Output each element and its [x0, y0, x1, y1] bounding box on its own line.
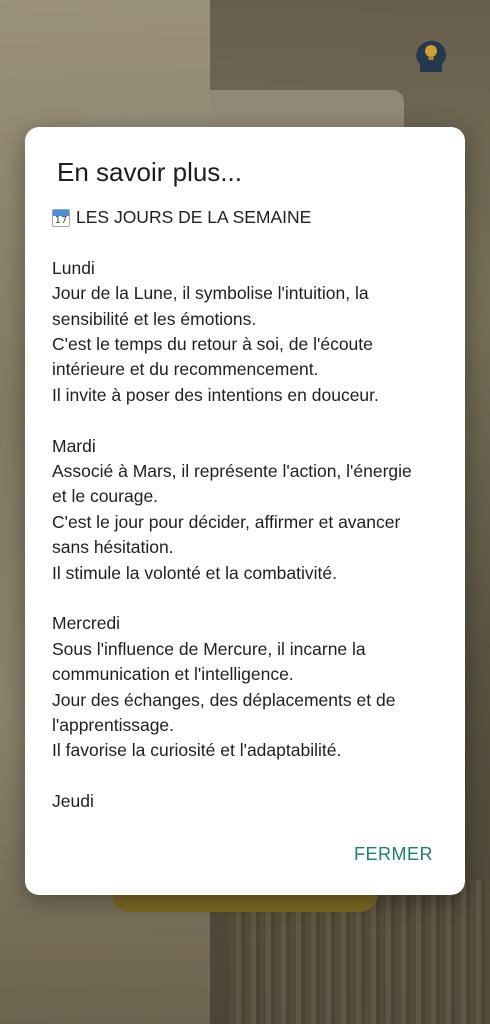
day-name: Mardi	[52, 435, 96, 456]
close-button[interactable]: FERMER	[354, 844, 433, 864]
day-entry-mardi	[52, 434, 442, 586]
day-text-line: Jour des échanges, des déplacements et de	[52, 689, 396, 710]
dialog-scroll-content[interactable]	[52, 205, 442, 825]
day-text-line: sans hésitation.	[52, 537, 174, 558]
day-text-line: C'est le jour pour décider, affirmer et avancer	[52, 511, 401, 532]
day-entry-lundi	[52, 256, 442, 408]
day-entry-mercredi	[52, 611, 442, 763]
dialog-title: En savoir plus...	[57, 157, 242, 187]
day-text-line: sensibilité et les émotions.	[52, 308, 257, 329]
day-text-line: Jour de la Lune, il symbolise l'intuition, la	[52, 283, 369, 304]
day-text-line: et le courage.	[52, 486, 159, 507]
day-name: Lundi	[52, 257, 95, 278]
day-text-line: Il invite à poser des intentions en douceur.	[52, 384, 379, 405]
calendar-icon: 17	[52, 209, 70, 227]
section-heading	[52, 205, 442, 230]
day-name: Mercredi	[52, 613, 121, 634]
day-text-line: Il stimule la volonté et la combativité.	[52, 562, 337, 583]
day-name: Jeudi	[52, 791, 94, 812]
info-dialog	[25, 127, 465, 895]
day-text-line: communication et l'intelligence.	[52, 664, 294, 685]
day-text-line: l'apprentissage.	[52, 715, 175, 736]
day-text-line: C'est le temps du retour à soi, de l'écoute	[52, 334, 373, 355]
day-text-line: Il favorise la curiosité et l'adaptabilité.	[52, 740, 342, 761]
day-entry-jeudi	[52, 789, 442, 814]
day-text-line: Sous l'influence de Mercure, il incarne la	[52, 638, 366, 659]
day-text-line: intérieure et du recommencement.	[52, 359, 319, 380]
day-text-line: Associé à Mars, il représente l'action, l'énergie	[52, 461, 412, 482]
section-heading-text: LES JOURS DE LA SEMAINE	[76, 207, 312, 227]
